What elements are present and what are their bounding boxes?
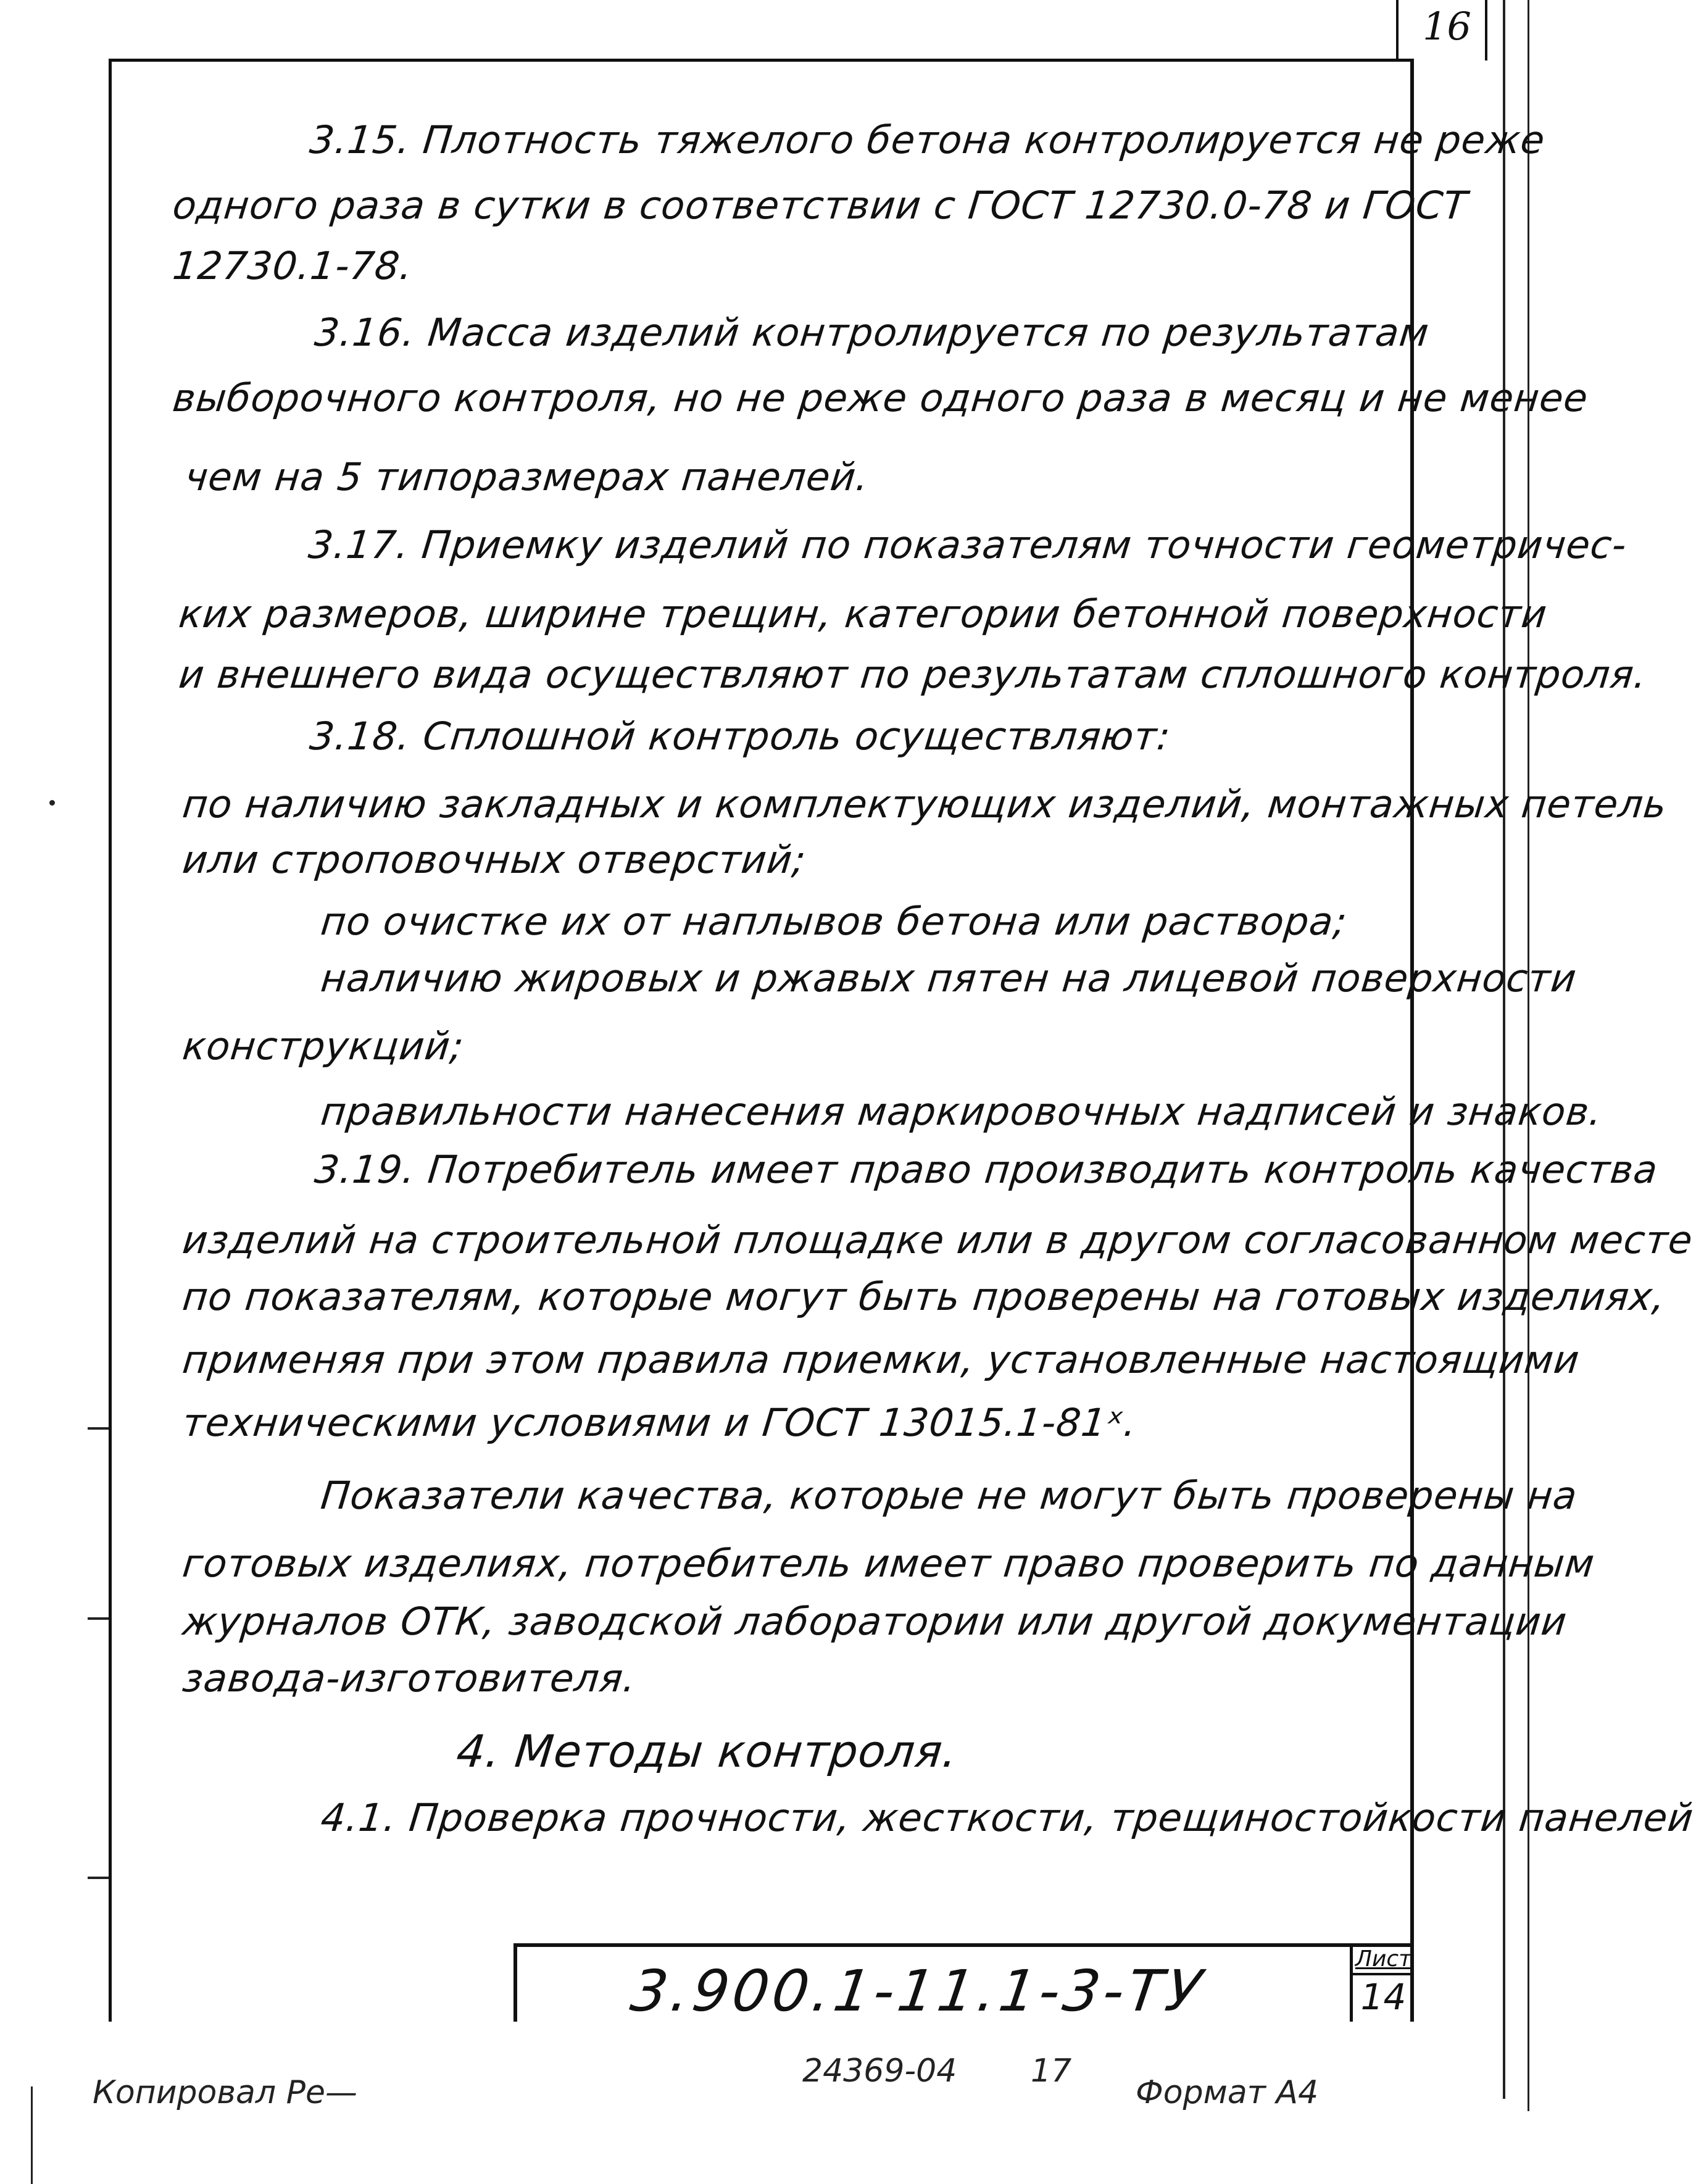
margin-dot (49, 800, 55, 806)
sheet-number: 14 (1360, 1976, 1407, 2018)
corner-sheet-box (1396, 0, 1487, 60)
text-line: 3.17. Приемку изделий по показателям точности геометричес- (306, 522, 1629, 567)
text-line: изделий на строительной площадке или в другом согласованном месте (180, 1217, 1695, 1262)
text-line: готовых изделиях, потребитель имеет право проверить по данным (180, 1541, 1597, 1586)
text-line: по наличию закладных и комплектующих изделий, монтажных петель (180, 781, 1669, 827)
text-line: наличию жировых и ржавых пятен на лицевой поверхности (318, 956, 1579, 1001)
format-label: Формат А4 (1136, 2074, 1319, 2111)
margin-tick (88, 1877, 109, 1879)
text-line: Показатели качества, которые не могут быть проверены на (318, 1473, 1580, 1518)
text-line: журналов ОТК, заводской лаборатории или другой документации (180, 1599, 1569, 1644)
text-line: и внешнего вида осуществляют по результатам сплошного контроля. (177, 652, 1650, 697)
text-line: 12730.1-78. (170, 243, 415, 288)
sheet-label: Лист (1353, 1947, 1414, 1975)
text-line: применяя при этом правила приемки, установленные настоящими (180, 1337, 1582, 1382)
text-line: правильности нанесения маркировочных надписей и знаков. (318, 1089, 1605, 1134)
section-heading: 4. Методы контроля. (454, 1725, 960, 1777)
text-line: ких размеров, ширине трещин, категории бетонной поверхности (177, 591, 1550, 636)
text-line: 3.16. Масса изделий контролируется по результатам (312, 310, 1432, 355)
title-block (513, 1943, 1414, 2022)
text-line: 3.18. Сплошной контроль осуществляют: (307, 714, 1173, 759)
margin-tick (88, 1617, 109, 1620)
right-edge-line (1503, 0, 1505, 2099)
text-line: 3.19. Потребитель имеет право производить контроль качества (312, 1147, 1660, 1192)
text-line: 4.1. Проверка прочности, жесткости, трещиностойкости панелей (318, 1795, 1696, 1840)
corner-sheet-number: 16 (1423, 4, 1471, 49)
text-line: техническими условиями и ГОСТ 13015.1-81ˣ. (180, 1400, 1139, 1445)
document-code: 3.900.1-11.1-3-ТУ (626, 1958, 1209, 2024)
text-line: 3.15. Плотность тяжелого бетона контролируется не реже (307, 117, 1548, 162)
text-line: завода-изготовителя. (180, 1656, 639, 1701)
order-suffix: 17 (1031, 2053, 1072, 2090)
order-number: 24369-04 (802, 2053, 957, 2090)
text-line: выборочного контроля, но не реже одного раза в месяц и не менее (170, 375, 1590, 420)
text-line: или строповочных отверстий; (180, 837, 809, 882)
sheet-cell (1350, 1947, 1414, 2022)
margin-tick (88, 1427, 109, 1430)
text-line: по показателям, которые могут быть проверены на готовых изделиях, (180, 1274, 1668, 1319)
copied-by-note: Копировал Ре— (93, 2074, 357, 2111)
left-edge-mark (31, 2086, 33, 2184)
text-line: конструкций; (180, 1023, 467, 1069)
text-line: одного раза в сутки в соответствии с ГОСТ 12730.0-78 и ГОСТ (170, 183, 1470, 228)
text-line: чем на 5 типоразмерах панелей. (183, 454, 871, 499)
text-line: по очистке их от наплывов бетона или раствора; (318, 899, 1350, 944)
